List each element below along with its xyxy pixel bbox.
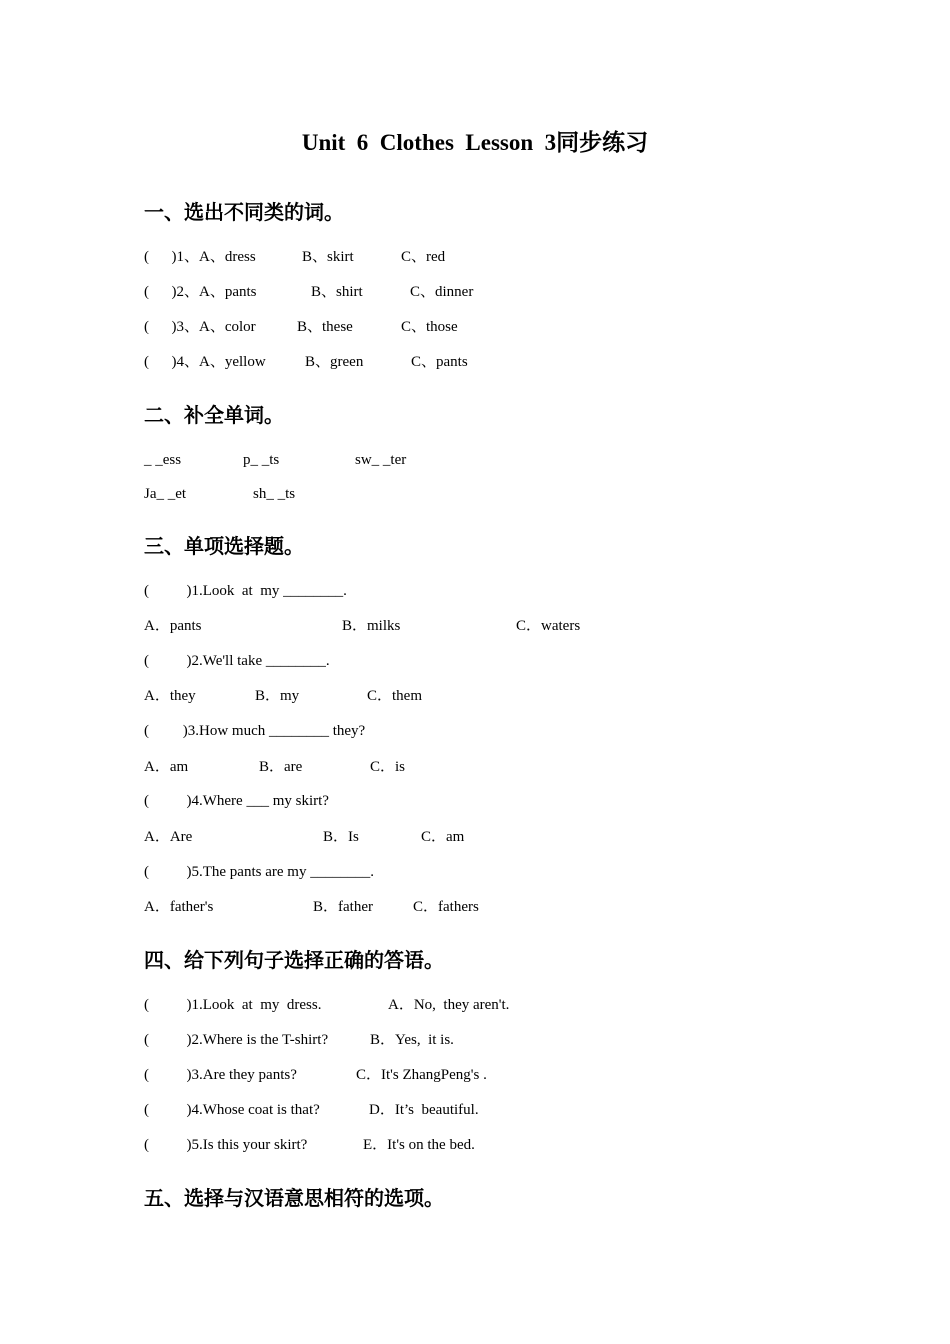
s3-q4-opt-b: B．Is [323,829,359,845]
s3-q5: ( )5.The pants are my ________. [144,864,374,880]
s1-q2-c: C、dinner [410,284,474,300]
s4-a3: C．It's ZhangPeng's . [356,1067,487,1083]
s3-q2-opt-a: A．they [144,688,196,704]
s3-q3-opt-a: A．am [144,759,189,775]
s4-q3: ( )3.Are they pants? [144,1067,297,1083]
s1-q3-b: B、these [297,319,353,335]
s1-q1-a: ( )1、A、dress [144,249,256,265]
s3-q3-opt-c: C．is [370,759,406,775]
s3-q3: ( )3.How much ________ they? [144,723,366,739]
s1-q4-a: ( )4、A、yellow [144,354,266,370]
s4-a5: E．It's on the bed. [363,1137,475,1153]
s3-q5-opt-c: C．fathers [413,899,479,915]
s4-a4: D．It’s beautiful. [369,1102,479,1118]
s3-q4-opt-c: C．am [421,829,465,845]
section-2-heading: 二、补全单词。 [144,405,284,427]
s3-q4: ( )4.Where ___ my skirt? [144,793,329,809]
s2-word-5: sh_ _ts [253,486,296,502]
s4-a1: A．No, they aren't. [388,997,510,1013]
s1-q1-b: B、skirt [302,249,354,265]
section-5-heading: 五、选择与汉语意思相符的选项。 [144,1188,444,1210]
s4-a2: B．Yes, it is. [370,1032,454,1048]
s1-q3-a: ( )3、A、color [144,319,256,335]
s3-q3-opt-b: B．are [259,759,303,775]
s3-q2: ( )2.We'll take ________. [144,653,330,669]
page-title: Unit 6 Clothes Lesson 3同步练习 [301,130,649,155]
s1-q3-c: C、those [401,319,458,335]
s1-q4-b: B、green [305,354,364,370]
s3-q2-opt-b: B．my [255,688,300,704]
section-3-heading: 三、单项选择题。 [144,536,304,558]
s3-q1-opt-c: C．waters [516,618,581,634]
section-4-heading: 四、给下列句子选择正确的答语。 [144,950,444,972]
s2-word-1: _ _ess [144,452,182,468]
s4-q2: ( )2.Where is the T-shirt? [144,1032,329,1048]
s3-q1: ( )1.Look at my ________. [144,583,347,599]
s2-word-2: p_ _ts [243,452,280,468]
s3-q5-opt-b: B．father [313,899,373,915]
s4-q5: ( )5.Is this your skirt? [144,1137,308,1153]
s2-word-4: Ja_ _et [144,486,187,502]
s3-q4-opt-a: A．Are [144,829,193,845]
s3-q1-opt-a: A．pants [144,618,202,634]
s4-q1: ( )1.Look at my dress. [144,997,322,1013]
s3-q1-opt-b: B．milks [342,618,401,634]
s1-q2-a: ( )2、A、pants [144,284,257,300]
s1-q1-c: C、red [401,249,446,265]
s3-q2-opt-c: C．them [367,688,422,704]
s2-word-3: sw_ _ter [355,452,407,468]
s1-q2-b: B、shirt [311,284,363,300]
s3-q5-opt-a: A．father's [144,899,214,915]
section-1-heading: 一、选出不同类的词。 [144,202,344,224]
s4-q4: ( )4.Whose coat is that? [144,1102,320,1118]
s1-q4-c: C、pants [411,354,468,370]
